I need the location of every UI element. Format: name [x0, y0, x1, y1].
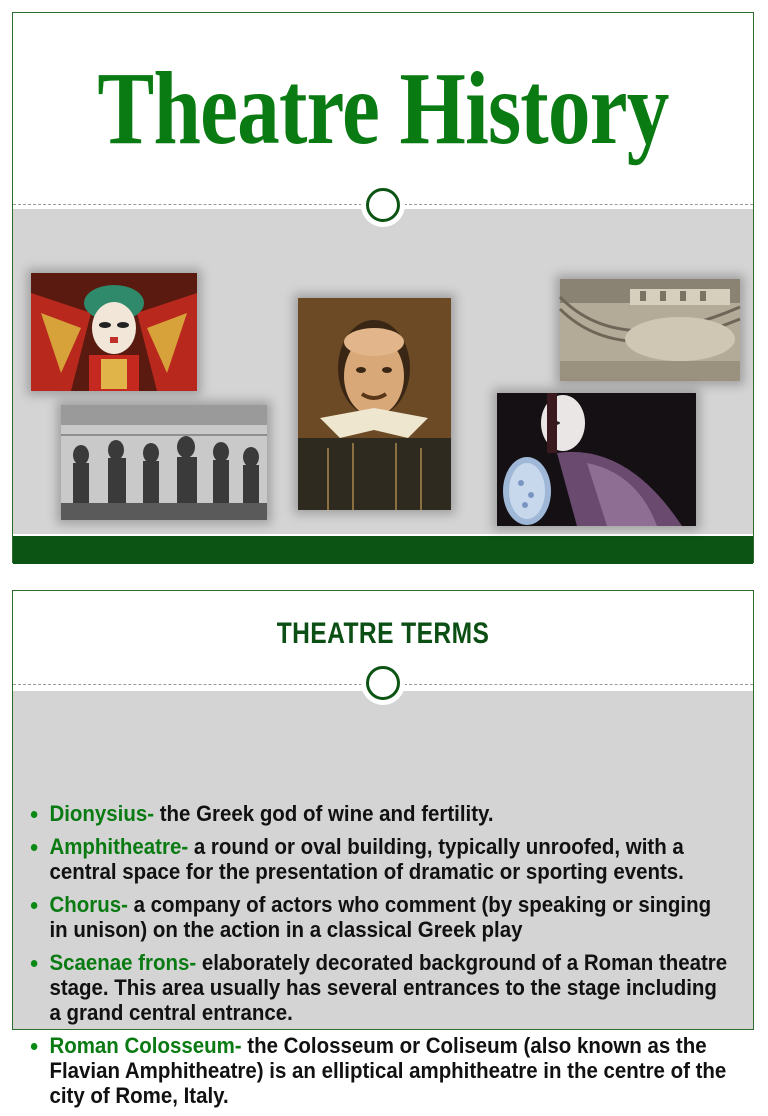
- slide-theatre-terms: [12, 590, 754, 1108]
- term-definition: the Colosseum or Coliseum (also known as the Flavian Amphitheatre) is an elliptical amphitheatre in the centre of the city of Rome, Italy.: [49, 1033, 727, 1108]
- slide-title: Theatre History: [97, 51, 669, 166]
- amphitheatre-ruins-photo: [560, 279, 740, 381]
- ring-ornament-icon: [361, 183, 405, 227]
- woodcut-scene-photo: [61, 405, 267, 520]
- term-name: Dionysius-: [49, 801, 155, 826]
- term-name: Scaenae frons-: [49, 950, 197, 975]
- shakespeare-portrait-photo: [298, 298, 451, 510]
- term-definition: elaborately decorated background of a Roman theatre stage. This area usually has several entrances to the stage including a grand central entrance.: [49, 950, 728, 1025]
- slide-theatre-history: [12, 12, 754, 563]
- term-definition: a round or oval building, typically unroofed, with a central space for the presentation of dramatic or sporting events.: [49, 834, 684, 884]
- terms-list: [29, 801, 728, 1116]
- term-definition: a company of actors who comment (by speaking or singing in unison) on the action in a classical Greek play: [49, 892, 712, 942]
- slide-title: THEATRE TERMS: [276, 617, 490, 650]
- title-area: [13, 13, 753, 203]
- kabuki-performer-photo: [497, 393, 696, 526]
- green-footer-band: [13, 536, 753, 564]
- term-name: Amphitheatre-: [49, 834, 189, 859]
- ring-ornament-icon: [361, 661, 405, 705]
- term-name: Roman Colosseum-: [49, 1033, 242, 1058]
- list-item: [29, 892, 733, 942]
- terms-panel: [13, 691, 753, 1108]
- list-item: [29, 950, 733, 1025]
- list-item: [29, 1033, 733, 1108]
- chinese-opera-photo: [31, 273, 197, 391]
- term-name: Chorus-: [49, 892, 128, 917]
- list-item: [29, 834, 733, 884]
- list-item: [29, 801, 733, 826]
- term-definition: the Greek god of wine and fertility.: [154, 801, 494, 826]
